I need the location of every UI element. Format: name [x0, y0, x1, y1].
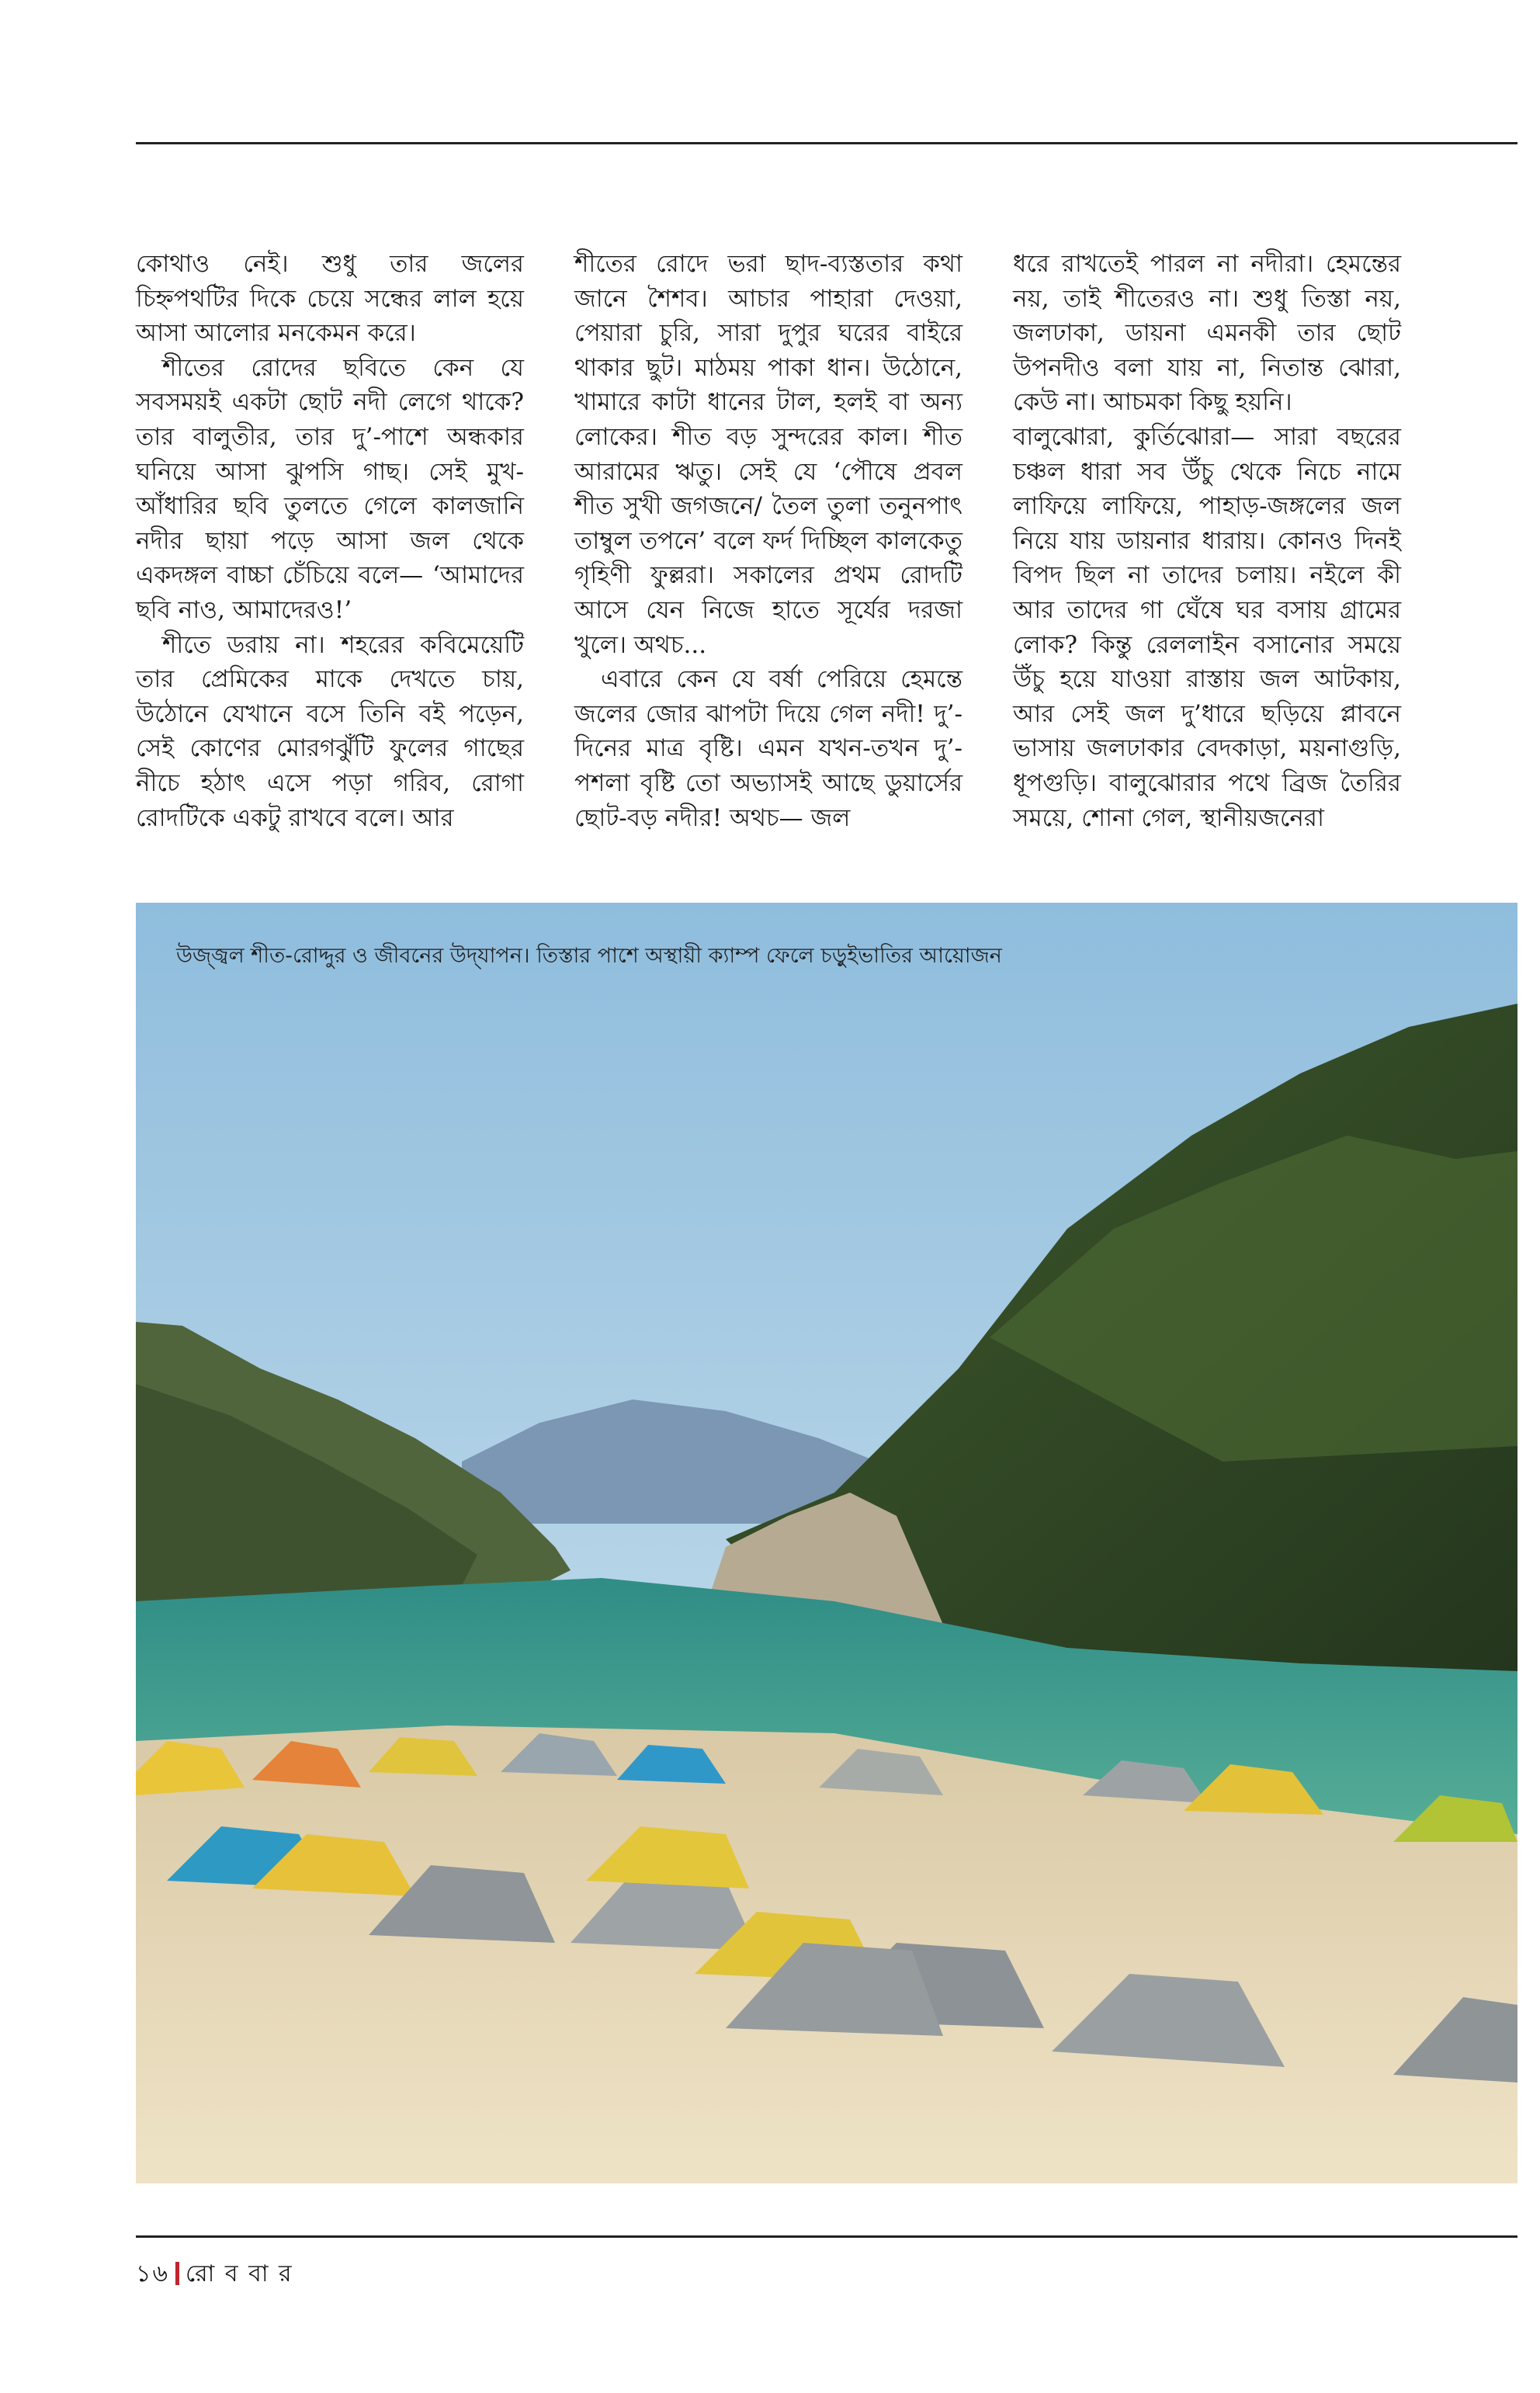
top-rule [136, 142, 1517, 144]
magazine-name: রো ব বা র [185, 2260, 293, 2287]
paragraph: এবারে কেন যে বর্ষা পেরিয়ে হেমন্তে জলের জোর ঝাপটা দিয়ে গেল নদী! দু’-দিনের মাত্র বৃষ্টি। এমন যখন-তখন দু’-পশলা বৃষ্টি তো অভ্যাসই আছে ডুয়ার্সের ছোট-বড় নদীর! অথচ— জল [574, 665, 962, 832]
paragraph: কোথাও নেই। শুধু তার জলের চিহ্নপথটির দিকে চেয়ে সন্ধের লাল হয়ে আসা আলোর মনকেমন করে। [136, 250, 524, 348]
river-camp-photo [136, 903, 1517, 2183]
paragraph: শীতের রোদে ভরা ছাদ-ব্যস্ততার কথা জানে শৈশব। আচার পাহারা দেওয়া, পেয়ারা চুরি, সারা দুপুর ঘরের বাইরে থাকার ছুট। মাঠময় পাকা ধান। উঠোনে, খামারে কাটা ধানের টাল, হলই বা অন্য লোকের। শীত বড় সুন্দরের কাল। শীত আরামের ঋতু। সেই যে ‘পৌষে প্রবল শীত সুখী জগজনে/ তৈল তুলা তনুনপাৎ তাম্বুল তপনে’ বলে ফর্দ দিচ্ছিল কালকেতু গৃহিণী ফুল্লরা। সকালের প্রথম রোদটি আসে যেন নিজে হাতে সূর্যের দরজা খুলে। অথচ... [574, 250, 962, 659]
page-footer [136, 2255, 293, 2294]
page-number: ১৬ [136, 2260, 169, 2287]
paragraph: ধরে রাখতেই পারল না নদীরা। হেমন্তের নয়, তাই শীতেরও না। শুধু তিস্তা নয়, জলঢাকা, ডায়না এমনকী তার ছোট উপনদীও বলা যায় না, নিতান্ত ঝোরা, কেউ না। আচমকা কিছু হয়নি। [1013, 250, 1401, 417]
text-column-2 [574, 247, 962, 835]
paragraph: শীতে ডরায় না। শহরের কবিমেয়েটি তার প্রেমিকের মাকে দেখতে চায়, উঠোনে যেখানে বসে তিনি বই পড়েন, সেই কোণের মোরগঝুঁটি ফুলের গাছের নীচে হঠাৎ এসে পড়া গরিব, রোগা রোদটিকে একটু রাখবে বলে। আর [136, 630, 524, 832]
text-column-1 [136, 247, 524, 835]
photo-caption: উজ্জ্বল শীত-রোদ্দুর ও জীবনের উদ্‌যাপন। তিস্তার পাশে অস্থায়ী ক্যাম্প ফেলে চড়ুইভাতির আয়োজন [176, 944, 1002, 968]
footer-divider [175, 2262, 179, 2285]
river-camp-illustration [136, 903, 1517, 2183]
bottom-rule [136, 2235, 1517, 2238]
paragraph: শীতের রোদের ছবিতে কেন যে সবসময়ই একটা ছোট নদী লেগে থাকে? তার বালুতীর, তার দু’-পাশে অন্ধকার ঘনিয়ে আসা ঝুপসি গাছ। সেই মুখ-আঁধারির ছবি তুলতে গেলে কালজানি নদীর ছায়া পড়ে আসা জল থেকে একদঙ্গল বাচ্চা চেঁচিয়ে বলে— ‘আমাদের ছবি নাও, আমাদেরও!’ [136, 353, 524, 624]
text-column-3 [1013, 247, 1401, 835]
paragraph: বালুঝোরা, কুর্তিঝোরা— সারা বছরের চঞ্চল ধারা সব উঁচু থেকে নিচে নামে লাফিয়ে লাফিয়ে, পাহাড়-জঙ্গলের জল নিয়ে যায় ডায়নার ধারায়। কোনও দিনই বিপদ ছিল না তাদের চলায়। নইলে কী আর তাদের গা ঘেঁষে ঘর বসায় গ্রামের লোক? কিন্তু রেললাইন বসানোর সময়ে উঁচু হয়ে যাওয়া রাস্তায় জল আটকায়, আর সেই জল দু’ধারে ছড়িয়ে প্লাবনে ভাসায় জলঢাকার বেদকাড়া, ময়নাগুড়ি, ধূপগুড়ি। বালুঝোরার পথে ব্রিজ তৈরির সময়ে, শোনা গেল, স্থানীয়জনেরা [1013, 422, 1401, 832]
